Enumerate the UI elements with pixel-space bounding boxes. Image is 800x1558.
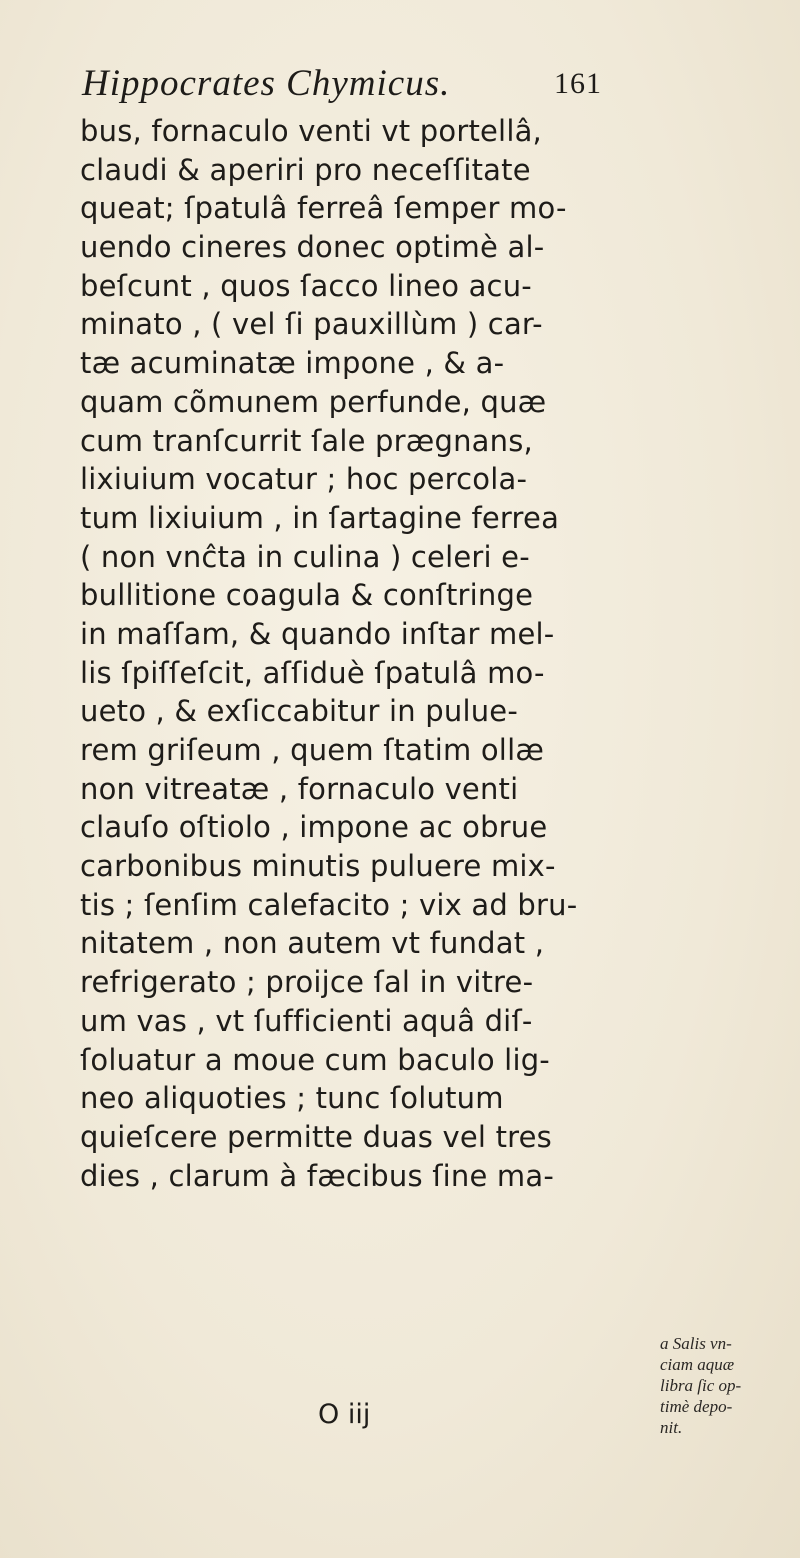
text-line: uendo cineres donec optimè al- [80, 230, 545, 265]
text-line: tum lixiuium , in ſartagine ferrea [80, 500, 560, 535]
text-line: tæ acuminatæ impone , & a- [80, 346, 505, 381]
text-line: tis ; ſenſim calefacito ; vix ad bru- [80, 887, 578, 922]
running-title: Hippocrates Chymicus. [82, 63, 451, 104]
text-line: quam cõmunem perfunde, quæ [80, 384, 547, 419]
text-line: lixiuium vocatur ; hoc percola- [80, 462, 528, 497]
margin-note-line: a Salis vn- [660, 1334, 732, 1353]
text-line: clauſo oſtiolo , impone ac obrue [80, 810, 548, 845]
text-line: ueto , & exſiccabitur in pulue- [80, 694, 518, 729]
text-line: refrigerato ; proijce ſal in vitre- [80, 965, 534, 1000]
signature-mark: O iij [318, 1399, 371, 1430]
text-line: cum tranſcurrit ſale prægnans, [80, 423, 533, 458]
text-line: non vitreatæ , fornaculo venti [80, 771, 519, 806]
text-line: lis ſpiſſeſcit, aſſiduè ſpatulâ mo- [80, 655, 545, 690]
margin-note [660, 1333, 795, 1438]
margin-note-line: timè depo- [660, 1397, 733, 1416]
text-line: in maſſam, & quando inſtar mel- [80, 616, 555, 651]
margin-note-line: nit. [660, 1418, 683, 1437]
text-line: quieſcere permitte duas vel tres [80, 1119, 552, 1154]
body-text [80, 112, 615, 1195]
text-line: ( non vnĉta in culina ) celeri e- [80, 539, 530, 574]
text-line: beſcunt , quos ſacco lineo acu- [80, 268, 532, 303]
margin-note-line: ciam aquæ [660, 1355, 735, 1374]
text-line: claudi & aperiri pro neceſſitate [80, 152, 531, 187]
text-line: bullitione coagula & conſtringe [80, 578, 534, 613]
text-line: dies , clarum à fæcibus ſine ma- [80, 1158, 554, 1193]
text-line: nitatem , non autem vt fundat , [80, 926, 545, 961]
text-line: minato , ( vel ſi pauxillùm ) car- [80, 307, 543, 342]
text-line: rem griſeum , quem ſtatim ollæ [80, 733, 544, 767]
page-number: 161 [554, 67, 602, 100]
margin-note-line: libra ſic op- [660, 1376, 742, 1395]
text-line: queat; ſpatulâ ferreâ ſemper mo- [80, 191, 567, 226]
text-line: neo aliquoties ; tunc ſolutum [80, 1081, 504, 1116]
text-line: carbonibus minutis puluere mix- [80, 849, 556, 884]
text-line: um vas , vt ſufficienti aquâ diſ- [80, 1003, 533, 1038]
text-line: bus, fornaculo venti vt portellâ, [80, 114, 542, 148]
running-head [82, 62, 602, 106]
text-line: ſoluatur a moue cum baculo lig- [80, 1042, 550, 1077]
